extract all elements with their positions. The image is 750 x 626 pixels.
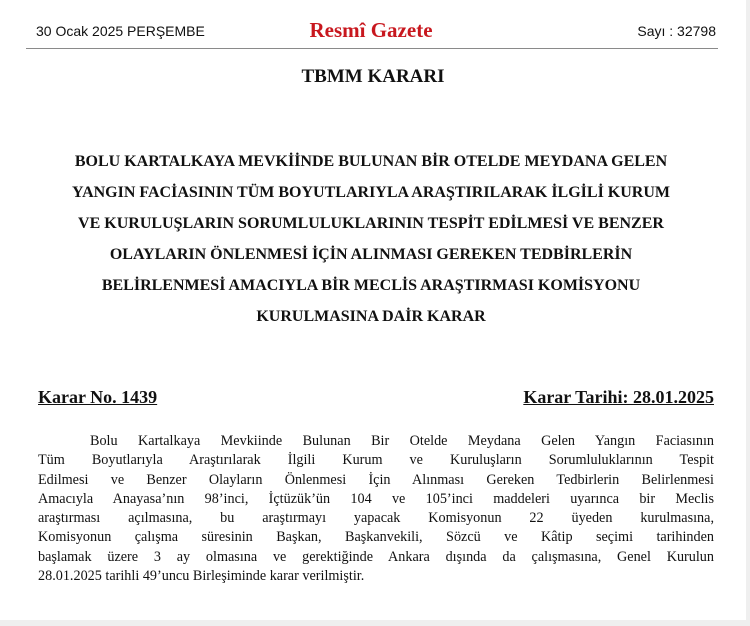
decision-title-line: BOLU KARTALKAYA MEVKİİNDE BULUNAN BİR OTELDE MEYDANA GELEN [74, 153, 668, 170]
header-date: 30 Ocak 2025 PERŞEMBE [36, 23, 205, 39]
decision-title-line: YANGIN FACİASININ TÜM BOYUTLARIYLA ARAŞTIRILARAK İLGİLİ KURUM [71, 184, 671, 201]
body-line: Edilmesi ve Benzer Olayların Önlenmesi İçin Alınması Gereken Tedbirlerin Belirlenmesi [38, 471, 714, 488]
decision-title-line: VE KURULUŞLARIN SORUMLULUKLARININ TESPİT EDİLMESİ VE BENZER [78, 215, 664, 232]
page-edge-bottom [0, 620, 750, 626]
body-line: Tüm Boyutlarıyla Araştırılarak İlgili Kurum ve Kuruluşların Sorumluluklarının Tespit [38, 452, 714, 469]
decision-title-line: OLAYLARIN ÖNLENMESİ İÇİN ALINMASI GEREKEN TEDBİRLERİN [109, 246, 633, 263]
section-title: TBMM KARARI [301, 66, 445, 87]
decision-title-line: BELİRLENMESİ AMACIYLA BİR MECLİS ARAŞTIRMASI KOMİSYONU [101, 277, 641, 294]
body-line: araştırması açılmasına, bu araştırmayı yapacak Komisyonun 22 üyeden kurulmasına, [38, 510, 714, 527]
page-edge-right [746, 0, 750, 626]
body-line: Amacıyla Anayasa’nın 98’inci, İçtüzük’ün 104 ve 105’inci maddeleri uyarınca bir Meclis [38, 490, 714, 507]
gazette-header [26, 18, 716, 46]
body-line: Bolu Kartalkaya Mevkiinde Bulunan Bir Otelde Meydana Gelen Yangın Faciasının [90, 433, 714, 449]
decision-body [38, 432, 714, 586]
decision-date: Karar Tarihi: 28.01.2025 [523, 387, 714, 407]
body-line: Komisyonun çalışma süresinin Başkan, Başkanvekili, Sözcü ve Kâtip seçimi tarihinden [38, 529, 714, 546]
body-line: başlamak üzere 3 ay olmasına ve gerektiğinde Ankara dışında da çalışmasına, Genel Kurulun [38, 548, 714, 565]
decision-meta [38, 387, 714, 411]
decision-title-line: KURULMASINA DAİR KARAR [256, 308, 486, 325]
header-divider [26, 48, 718, 49]
decision-title [30, 146, 712, 332]
gazette-name: Resmî Gazete [309, 18, 433, 42]
decision-number: Karar No. 1439 [38, 387, 158, 407]
issue-number: Sayı : 32798 [637, 23, 716, 39]
body-line: 28.01.2025 tarihli 49’uncu Birleşiminde karar verilmiştir. [38, 568, 365, 585]
